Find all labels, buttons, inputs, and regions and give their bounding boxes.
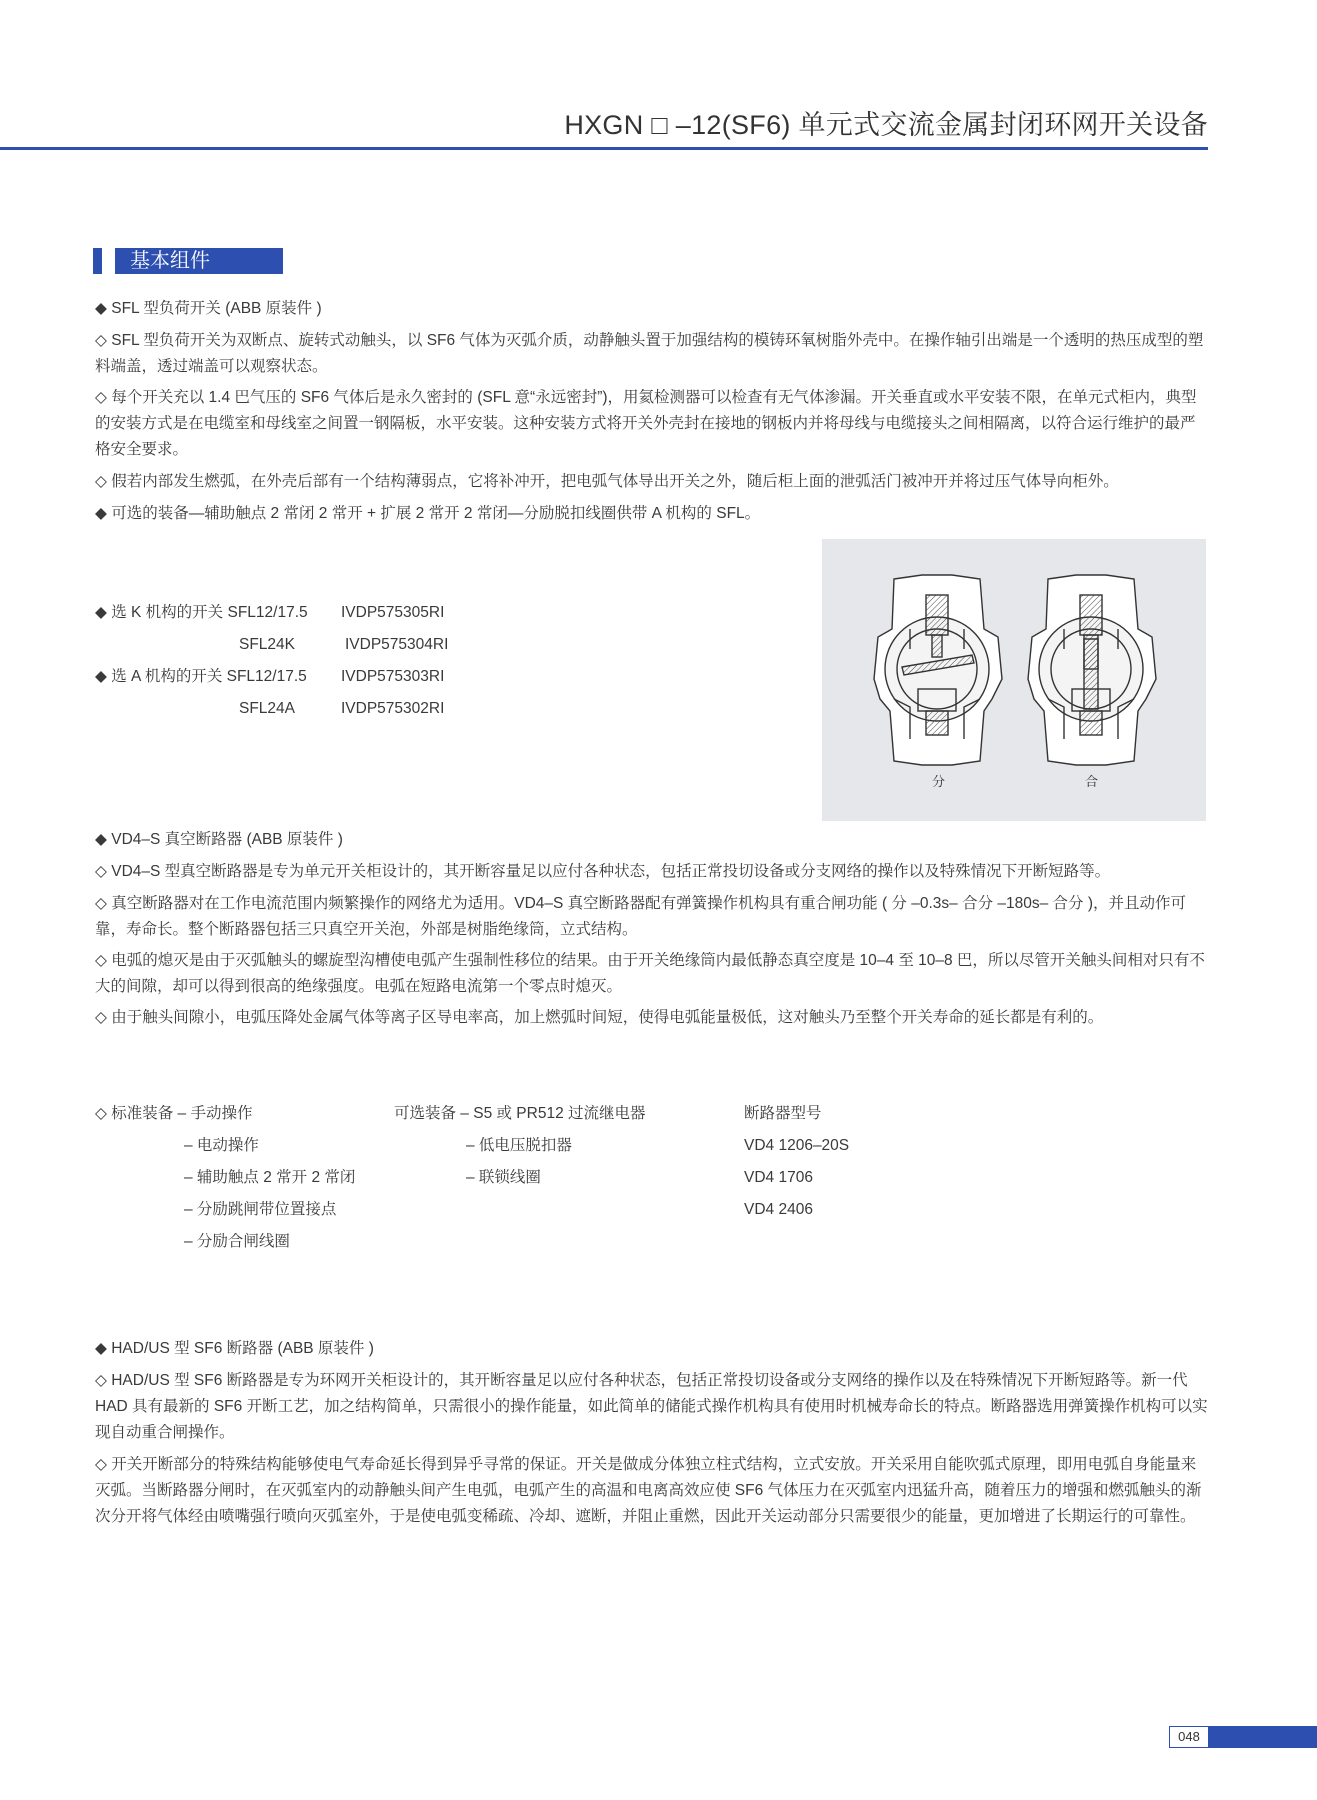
sfl-paragraph-1: ◇ SFL 型负荷开关为双断点、旋转式动触头，以 SF6 气体为灭弧介质，动静触头置于加强结构的模铸环氧树脂外壳中。在操作轴引出端是一个透明的热压成型的塑料端盖，透过端盖可以观察状态。: [95, 332, 1204, 375]
vd4-paragraph-1: ◇ VD4–S 型真空断路器是专为单元开关柜设计的，其开断容量足以应付各种状态，包括正常投切设备或分支网络的操作以及特殊情况下开断短路等。: [95, 863, 1111, 880]
open-switch-drawing: [874, 575, 1002, 765]
breaker-model-item: VD4 2406: [744, 1201, 813, 1218]
label-closed: 合: [1085, 774, 1099, 789]
opt-equipment-item: – 联锁线圈: [466, 1169, 541, 1186]
vd4-heading: ◆ VD4–S 真空断路器 (ABB 原装件 ): [95, 831, 343, 848]
vd4-paragraph-2: ◇ 真空断路器对在工作电流范围内频繁操作的网络尤为适用。VD4–S 真空断路器配有弹簧操作机构具有重合闸功能 ( 分 –0.3s– 合分 –180s– 合分 )，并且动作可靠，寿命长。整个断路器包括三只真空开关泡，外部是树脂绝缘筒，立式结构。: [95, 895, 1187, 938]
sfl-paragraph-4: ◆ 可选的装备—辅助触点 2 常闭 2 常开 + 扩展 2 常开 2 常闭—分励脱扣线圈供带 A 机构的 SFL。: [95, 505, 761, 522]
std-equipment-item: – 辅助触点 2 常开 2 常闭: [184, 1169, 356, 1186]
sfl-paragraph-3: ◇ 假若内部发生燃弧，在外壳后部有一个结构薄弱点，它将补冲开，把电弧气体导出开关之外，随后柜上面的泄弧活门被冲开并将过压气体导向柜外。: [95, 473, 1119, 490]
sfl-paragraph-2: ◇ 每个开关充以 1.4 巴气压的 SF6 气体后是永久密封的 (SFL 意“永远密封”)，用氦检测器可以检查有无气体渗漏。开关垂直或水平安装不限，在单元式柜内，典型的安装方式是在电缆室和母线室之间置一钢隔板，水平安装。这种安装方式将开关外壳封在接地的钢板内并将母线与电缆接头之间相隔离，以符合运行维护的最严格安全要求。: [95, 389, 1197, 458]
breaker-model-item: VD4 1206–20S: [744, 1137, 850, 1154]
label-open: 分: [932, 774, 946, 789]
had-paragraph-1: ◇ HAD/US 型 SF6 断路器是专为环网开关柜设计的，其开断容量足以应付各种状态，包括正常投切设备或分支网络的操作以及在特殊情况下开断短路等。新一代 HAD 具有最新的 SF6 开断工艺，加之结构简单，只需很小的操作能量，如此简单的储能式操作机构具有使用时机械寿命长的特点。断路器选用弹簧操作机构可以实现自动重合闸操作。: [95, 1372, 1208, 1441]
opt-equipment-item: – 低电压脱扣器: [466, 1137, 572, 1154]
section-title: 基本组件: [115, 248, 283, 274]
sfl-k2-code: IVDP575304RI: [345, 636, 449, 653]
sfl-a-label: ◆ 选 A 机构的开关 SFL12/17.5: [95, 668, 307, 685]
std-equipment-item: – 电动操作: [184, 1137, 259, 1154]
std-equipment-item: – 分励跳闸带位置接点: [184, 1201, 337, 1218]
had-paragraph-2: ◇ 开关开断部分的特殊结构能够使电气寿命延长得到异乎寻常的保证。开关是做成分体独立柱式结构，立式安放。开关采用自能吹弧式原理，即用电弧自身能量来灭弧。当断路器分闸时，在灭弧室内的动静触头间产生电弧，电弧产生的高温和电离高效应使 SF6 气体压力在灭弧室内迅猛升高，随着压力的增强和燃弧触头的渐次分开将气体经由喷嘴强行喷向灭弧室外，于是使电弧变稀疏、冷却、遮断，并阻止重燃，因此开关运动部分只需要很少的能量，更加增进了长期运行的可靠性。: [95, 1456, 1202, 1525]
sfl-a1-code: IVDP575303RI: [341, 668, 445, 685]
sfl-k1-code: IVDP575305RI: [341, 604, 445, 621]
page-title: HXGN □ –12(SF6) 单元式交流金属封闭环网开关设备: [564, 110, 1208, 140]
closed-switch-drawing: [1028, 575, 1156, 765]
opt-equipment-heading: 可选装备 – S5 或 PR512 过流继电器: [394, 1105, 646, 1122]
breaker-model-item: VD4 1706: [744, 1169, 813, 1186]
sfl-a2-name: SFL24A: [239, 700, 296, 717]
header-rule: [0, 147, 1208, 150]
section-accent-bar: [93, 248, 102, 274]
sfl-k-label: ◆ 选 K 机构的开关 SFL12/17.5: [95, 604, 308, 621]
breaker-model-heading: 断路器型号: [744, 1105, 822, 1122]
switch-diagram-svg: [822, 539, 1206, 821]
vd4-paragraph-3: ◇ 电弧的熄灭是由于灭弧触头的螺旋型沟槽使电弧产生强制性移位的结果。由于开关绝缘筒内最低静态真空度是 10–4 至 10–8 巴，所以尽管开关触头间相对只有不大的间隙，却可以得到很高的绝缘强度。电弧在短路电流第一个零点时熄灭。: [95, 952, 1205, 995]
had-heading: ◆ HAD/US 型 SF6 断路器 (ABB 原装件 ): [95, 1340, 374, 1357]
vd4-paragraph-4: ◇ 由于触头间隙小，电弧压降处金属气体等离子区导电率高，加上燃弧时间短，使得电弧能量极低，这对触头乃至整个开关寿命的延长都是有利的。: [95, 1009, 1104, 1026]
sfl-heading: ◆ SFL 型负荷开关 (ABB 原装件 ): [95, 300, 322, 317]
std-equipment-heading: ◇ 标准装备 – 手动操作: [95, 1105, 253, 1122]
sfl-a2-code: IVDP575302RI: [341, 700, 445, 717]
sfl-k2-name: SFL24K: [239, 636, 296, 653]
page-number: 048: [1169, 1726, 1209, 1748]
switch-diagram: [822, 539, 1206, 821]
std-equipment-item: – 分励合闸线圈: [184, 1233, 290, 1250]
